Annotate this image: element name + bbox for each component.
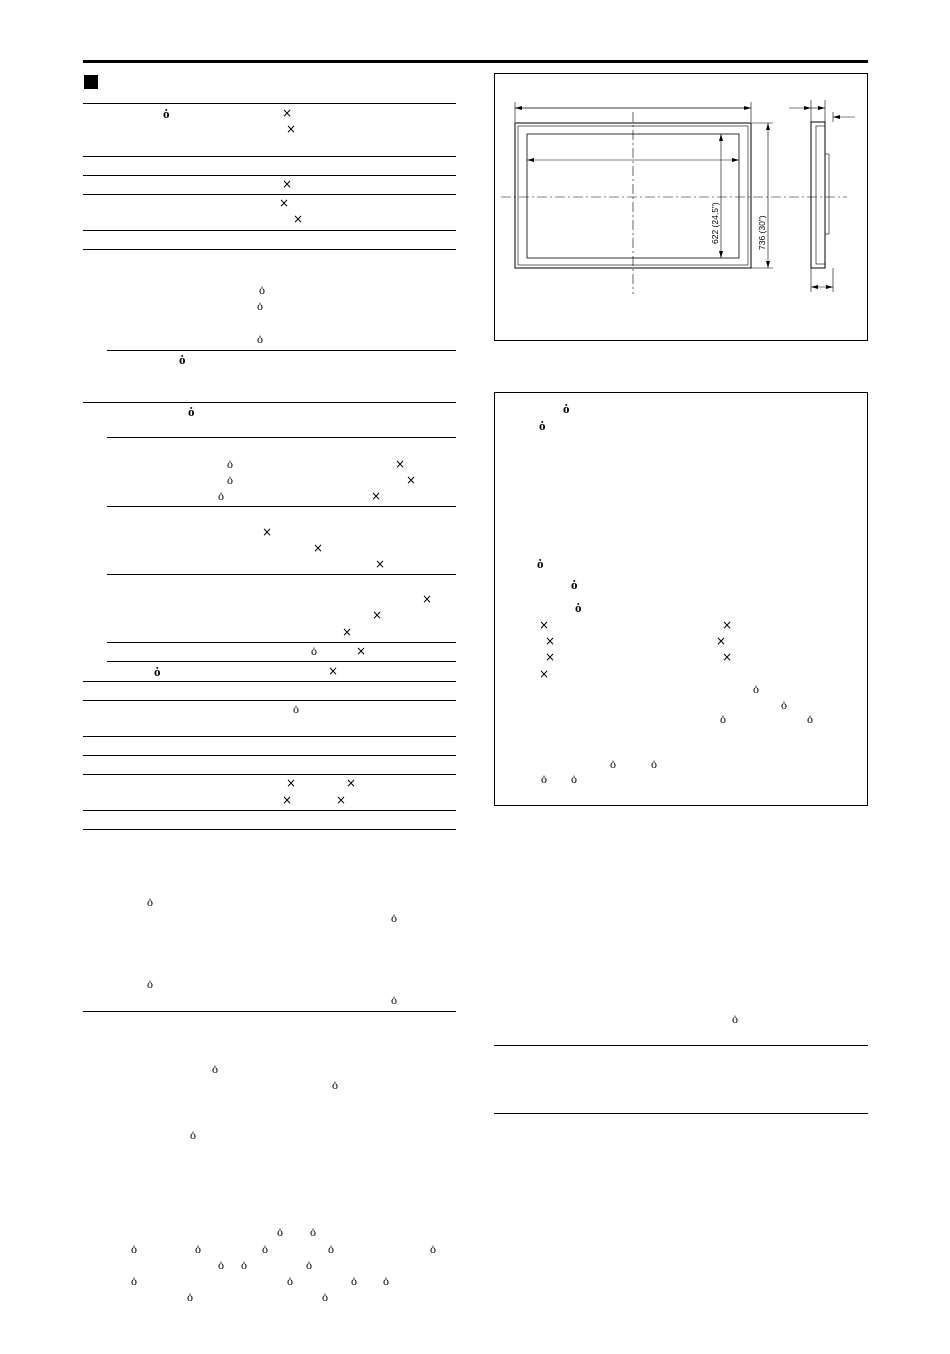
right-rule [494,1113,868,1114]
glyph-x: × [342,625,353,639]
glyph-o: ȯ [188,404,195,419]
glyph-o: ȯ [190,1128,196,1142]
glyph-o: ȯ [154,664,161,679]
glyph-o: ȯ [610,757,616,771]
glyph-o: ȯ [563,401,570,416]
glyph-o: ȯ [539,418,546,433]
table-rule [83,194,456,195]
glyph-o: ȯ [131,1242,137,1256]
glyph-x: × [286,122,297,136]
glyph-o: ȯ [195,1242,201,1256]
table-rule [107,506,456,507]
glyph-o: ȯ [293,702,299,716]
glyph-o: ȯ [227,473,233,487]
header-rule [83,60,868,63]
glyph-o: ȯ [720,712,726,726]
glyph-o: ȯ [257,332,263,346]
table-rule [83,156,456,157]
glyph-x: × [328,664,339,678]
table-rule [107,661,456,662]
dimension-drawing [495,74,867,340]
right-rule [494,1045,868,1046]
table-rule [83,774,456,775]
glyph-o: ȯ [310,1225,316,1239]
table-rule [83,402,456,403]
glyph-x: × [279,196,290,210]
glyph-o: ȯ [287,1274,293,1288]
table-rule [107,642,456,643]
section-marker-icon [84,75,98,89]
glyph-x: × [286,776,297,790]
glyph-o: ȯ [147,977,153,991]
glyph-o: ȯ [179,352,186,367]
table-rule [83,736,456,737]
glyph-o: ȯ [537,556,544,571]
glyph-o: ȯ [311,644,317,658]
notes-rule [83,1011,456,1012]
glyph-x: × [395,457,406,471]
glyph-x: × [336,793,347,807]
glyph-o: ȯ [430,1242,436,1256]
table-rule [83,230,456,231]
glyph-o: ȯ [218,1258,224,1272]
glyph-o: ȯ [753,682,759,696]
glyph-o: ȯ [218,489,224,503]
table-rule [83,103,456,104]
table-rule [83,175,456,176]
dimension-drawing-box [494,73,868,341]
glyph-x: × [372,608,383,622]
table-rule [107,350,456,351]
table-rule [107,437,456,438]
glyph-o: ȯ [257,299,263,313]
glyph-o: ȯ [187,1290,193,1304]
glyph-x: × [545,650,556,664]
glyph-o: ȯ [332,1078,338,1092]
glyph-x: × [539,618,550,632]
glyph-o: ȯ [571,577,578,592]
glyph-x: × [422,592,433,606]
glyph-o: ȯ [351,1274,357,1288]
glyph-o: ȯ [322,1290,328,1304]
table-rule [83,755,456,756]
glyph-o: ȯ [575,600,582,615]
glyph-o: ȯ [277,1225,283,1239]
glyph-o: ȯ [241,1258,247,1272]
glyph-o: ȯ [391,993,397,1007]
glyph-x: × [262,525,273,539]
outer-height-label: 736 (30") [757,215,767,250]
glyph-x: × [313,541,324,555]
glyph-o: ȯ [212,1062,218,1076]
glyph-o: ȯ [391,911,397,925]
table-rule [83,681,456,682]
glyph-o: ȯ [259,283,265,297]
glyph-o: ȯ [781,698,787,712]
table-rule [83,810,456,811]
glyph-o: ȯ [541,772,547,786]
glyph-x: × [375,557,386,571]
glyph-x: × [356,644,367,658]
glyph-o: ȯ [807,712,813,726]
glyph-o: ȯ [131,1274,137,1288]
glyph-x: × [722,650,733,664]
glyph-x: × [722,618,733,632]
glyph-x: × [716,634,727,648]
glyph-x: × [282,793,293,807]
glyph-x: × [282,177,293,191]
glyph-o: ȯ [306,1258,312,1272]
glyph-o: ȯ [732,1012,738,1026]
notes-box [494,392,868,806]
glyph-o: ȯ [328,1242,334,1256]
glyph-x: × [293,212,304,226]
glyph-x: × [371,489,382,503]
glyph-o: ȯ [262,1242,268,1256]
glyph-x: × [346,776,357,790]
glyph-o: ȯ [227,457,233,471]
glyph-x: × [282,106,293,120]
glyph-o: ȯ [163,106,170,121]
glyph-x: × [545,634,556,648]
glyph-x: × [406,473,417,487]
inner-height-label: 622 (24.5") [710,202,720,244]
glyph-o: ȯ [651,757,657,771]
table-rule [107,574,456,575]
glyph-o: ȯ [383,1274,389,1288]
glyph-o: ȯ [571,772,577,786]
glyph-x: × [539,667,550,681]
glyph-o: ȯ [147,895,153,909]
table-rule [83,249,456,250]
table-rule [83,829,456,830]
table-rule [83,700,456,701]
